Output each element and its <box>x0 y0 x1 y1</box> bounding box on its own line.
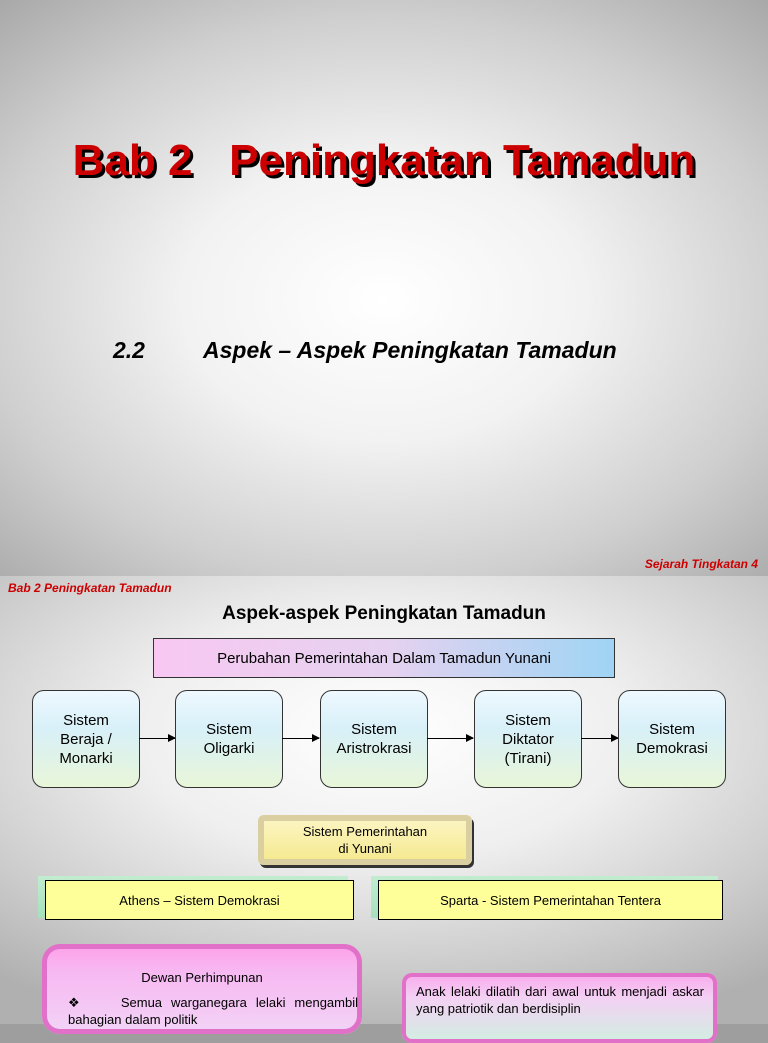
section-heading <box>113 337 617 364</box>
system-box-demokrasi <box>618 690 726 788</box>
arrow-right-icon <box>282 738 319 739</box>
assembly-heading: Dewan Perhimpunan <box>141 970 263 985</box>
slide-title: Bab 2 Peningkatan Tamadun <box>72 136 696 185</box>
system-box-oligarki <box>175 690 283 788</box>
system-box-aristrokrasi <box>320 690 428 788</box>
system-box-diktator <box>474 690 582 788</box>
sparta-box: Sparta - Sistem Pemerintahan Tentera <box>378 880 723 920</box>
assembly-bullet-text: Semua warganegara lelaki mengambil bahagian dalam politik <box>68 995 359 1027</box>
arrow-right-icon <box>139 738 175 739</box>
slide-title-2: Aspek-aspek Peningkatan Tamadun <box>222 603 546 624</box>
sparta-info-box <box>402 973 717 1043</box>
government-system-box <box>258 815 472 865</box>
section-number: 2.2 <box>113 337 145 363</box>
athens-box: Athens – Sistem Demokrasi <box>45 880 354 920</box>
arrow-right-icon <box>427 738 473 739</box>
system-label: Sistem Oligarki <box>203 721 255 757</box>
assembly-bullet <box>68 994 358 1028</box>
government-change-banner: Perubahan Pemerintahan Dalam Tamadun Yunani <box>153 638 615 678</box>
system-box-monarki <box>32 690 140 788</box>
arrow-right-icon <box>581 738 618 739</box>
sparta-info-text: Anak lelaki dilatih dari awal untuk menjadi askar yang patriotik dan berdisiplin <box>416 984 704 1016</box>
course-label: Sejarah Tingkatan 4 <box>644 557 758 571</box>
content-slide <box>0 576 768 1027</box>
system-label: Sistem Aristrokrasi <box>336 721 412 757</box>
system-label: Sistem Demokrasi <box>636 721 708 757</box>
system-label: Sistem Beraja / Monarki <box>59 711 113 767</box>
diamond-bullet-icon: ❖ <box>68 995 85 1010</box>
government-system-label: Sistem Pemerintahan di Yunani <box>302 824 428 856</box>
athens-info-box <box>42 944 362 1034</box>
system-label: Sistem Diktator (Tirani) <box>502 711 554 767</box>
chapter-label: Bab 2 Peningkatan Tamadun <box>8 581 172 595</box>
section-title: Aspek – Aspek Peningkatan Tamadun <box>203 337 617 363</box>
